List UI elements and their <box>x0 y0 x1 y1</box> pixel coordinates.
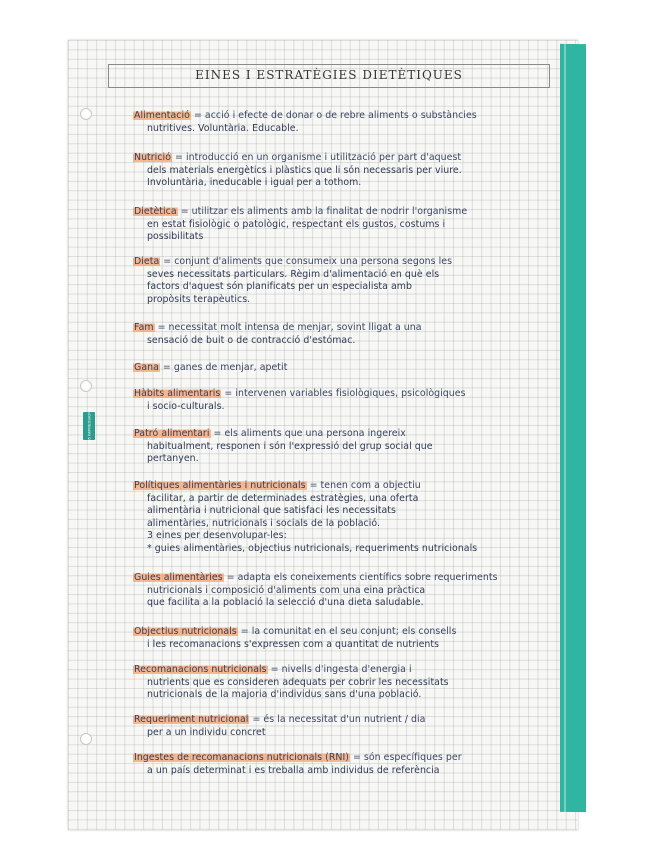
definition-first-line <box>133 322 558 335</box>
definition-first-line <box>133 256 558 269</box>
definition-first-line <box>133 428 558 441</box>
definition-text: = intervenen variables fisiològiques, psicològiques <box>221 388 466 399</box>
definition-continuation: dels materials energètics i plàstics que li són necessaris per viure. <box>147 164 462 176</box>
definition-text: = ganes de menjar, apetit <box>159 362 288 373</box>
definition-entry <box>133 388 558 413</box>
definition-entry <box>133 110 558 135</box>
definition-text: = els aliments que una persona ingereix <box>210 428 406 439</box>
definition-text: = conjunt d'aliments que consumeix una persona segons les <box>160 256 453 267</box>
definition-entry <box>133 714 558 739</box>
definition-entry <box>133 256 558 306</box>
definition-continuation: propòsits terapèutics. <box>147 293 251 305</box>
definition-first-line <box>133 480 558 493</box>
definition-text: = nivells d'ingesta d'energia i <box>267 664 412 675</box>
definition-term: Guies alimentàries <box>134 572 223 583</box>
definition-text: = la comunitat en el seu conjunt; els consells <box>237 626 457 637</box>
definition-continuation: * guies alimentàries, objectius nutricionals, requeriments nutricionals <box>147 542 478 554</box>
definition-continuation: nutricionals i composició d'aliments com una eina pràctica <box>147 584 426 596</box>
definition-term: Gana <box>134 362 159 373</box>
definition-first-line <box>133 664 558 677</box>
definition-term: Recomanacions nutricionals <box>134 664 267 675</box>
teal-divider-tab <box>560 44 586 812</box>
definition-text: = adapta els coneixements científics sobre requeriments <box>223 572 498 583</box>
definition-continuation: que facilita a la població la selecció d'una dieta saludable. <box>147 597 424 609</box>
definition-text: = tenen com a objectiu <box>306 480 421 491</box>
definition-entry <box>133 480 558 556</box>
definition-term: Dieta <box>134 256 160 267</box>
definition-term: Objectius nutricionals <box>134 626 237 637</box>
definition-entry <box>133 752 558 777</box>
definition-term: Patró alimentari <box>134 428 210 439</box>
definition-text: = és la necessitat d'un nutrient / dia <box>249 714 426 725</box>
definition-term: Requeriment nutricional <box>134 714 249 725</box>
definition-continuation: en estat fisiològic o patològic, respectant els gustos, costums i <box>147 218 446 230</box>
definition-entry <box>133 322 558 347</box>
definition-continuation: pertanyen. <box>147 453 199 465</box>
page-title: EINES I ESTRATÈGIES DIETÈTIQUES <box>195 68 463 82</box>
definition-first-line <box>133 626 558 639</box>
brand-label-text: 365 IMPRESSIONS <box>86 408 92 444</box>
definition-continuation: nutrients que es consideren adequats per cobrir les necessitats <box>147 676 449 688</box>
title-box <box>108 64 550 88</box>
definition-entry <box>133 572 558 610</box>
definition-text: = introducció en un organisme i utilització per part d'aquest <box>171 152 462 163</box>
definition-first-line <box>133 572 558 585</box>
definition-entry <box>133 206 558 244</box>
definition-text: = acció i efecte de donar o de rebre aliments o substàncies <box>190 110 477 121</box>
definition-continuation: nutricionals de la majoria d'individus sans d'una població. <box>147 689 422 701</box>
binder-hole <box>80 733 92 745</box>
definition-continuation: sensació de buit o de contracció d'estómac. <box>147 334 356 346</box>
definition-first-line <box>133 714 558 727</box>
binder-hole <box>80 380 92 392</box>
definition-continuation: nutritives. Voluntària. Educable. <box>147 122 299 134</box>
definition-continuation: seves necessitats particulars. Règim d'alimentació en què els <box>147 268 440 280</box>
definition-entry <box>133 664 558 702</box>
definition-continuation: per a un individu concret <box>147 726 266 738</box>
definition-continuation: possibilitats <box>147 231 204 243</box>
brand-label <box>83 408 95 444</box>
definition-continuation: i socio-culturals. <box>147 400 225 412</box>
definition-text: = són específiques per <box>349 752 462 763</box>
definition-first-line <box>133 362 558 375</box>
definition-first-line <box>133 152 558 165</box>
definition-term: Nutrició <box>134 152 171 163</box>
definition-continuation: facilitar, a partir de determinades estratègies, una oferta <box>147 492 419 504</box>
definition-first-line <box>133 752 558 765</box>
definition-entry <box>133 152 558 190</box>
definition-entry <box>133 362 558 375</box>
definition-continuation: habitualment, responen i són l'expressió del grup social que <box>147 440 433 452</box>
definition-term: Dietètica <box>134 206 177 217</box>
definition-continuation: alimentària i nutricional que satisfaci les necessitats <box>147 505 396 517</box>
definition-term: Hàbits alimentaris <box>134 388 221 399</box>
definition-term: Alimentació <box>134 110 190 121</box>
definition-term: Polítiques alimentàries i nutricionals <box>134 480 306 491</box>
binder-hole <box>80 108 92 120</box>
definition-continuation: 3 eines per desenvolupar-les: <box>147 530 287 542</box>
definition-text: = utilitzar els aliments amb la finalitat de nodrir l'organisme <box>177 206 468 217</box>
definition-term: Fam <box>134 322 154 333</box>
definition-first-line <box>133 206 558 219</box>
definition-continuation: factors d'aquest són planificats per un especialista amb <box>147 281 412 293</box>
definition-continuation: a un país determinat i es treballa amb individus de referència <box>147 764 440 776</box>
definition-entry <box>133 626 558 651</box>
definition-term: Ingestes de recomanacions nutricionals (RNI) <box>134 752 349 763</box>
definition-continuation: alimentàries, nutricionals i socials de la població. <box>147 517 381 529</box>
definition-text: = necessitat molt intensa de menjar, sovint lligat a una <box>154 322 422 333</box>
definition-first-line <box>133 388 558 401</box>
definition-continuation: i les recomanacions s'expressen com a quantitat de nutrients <box>147 638 440 650</box>
definition-continuation: Involuntària, ineducable i igual per a tothom. <box>147 177 362 189</box>
definition-entry <box>133 428 558 466</box>
definition-first-line <box>133 110 558 123</box>
